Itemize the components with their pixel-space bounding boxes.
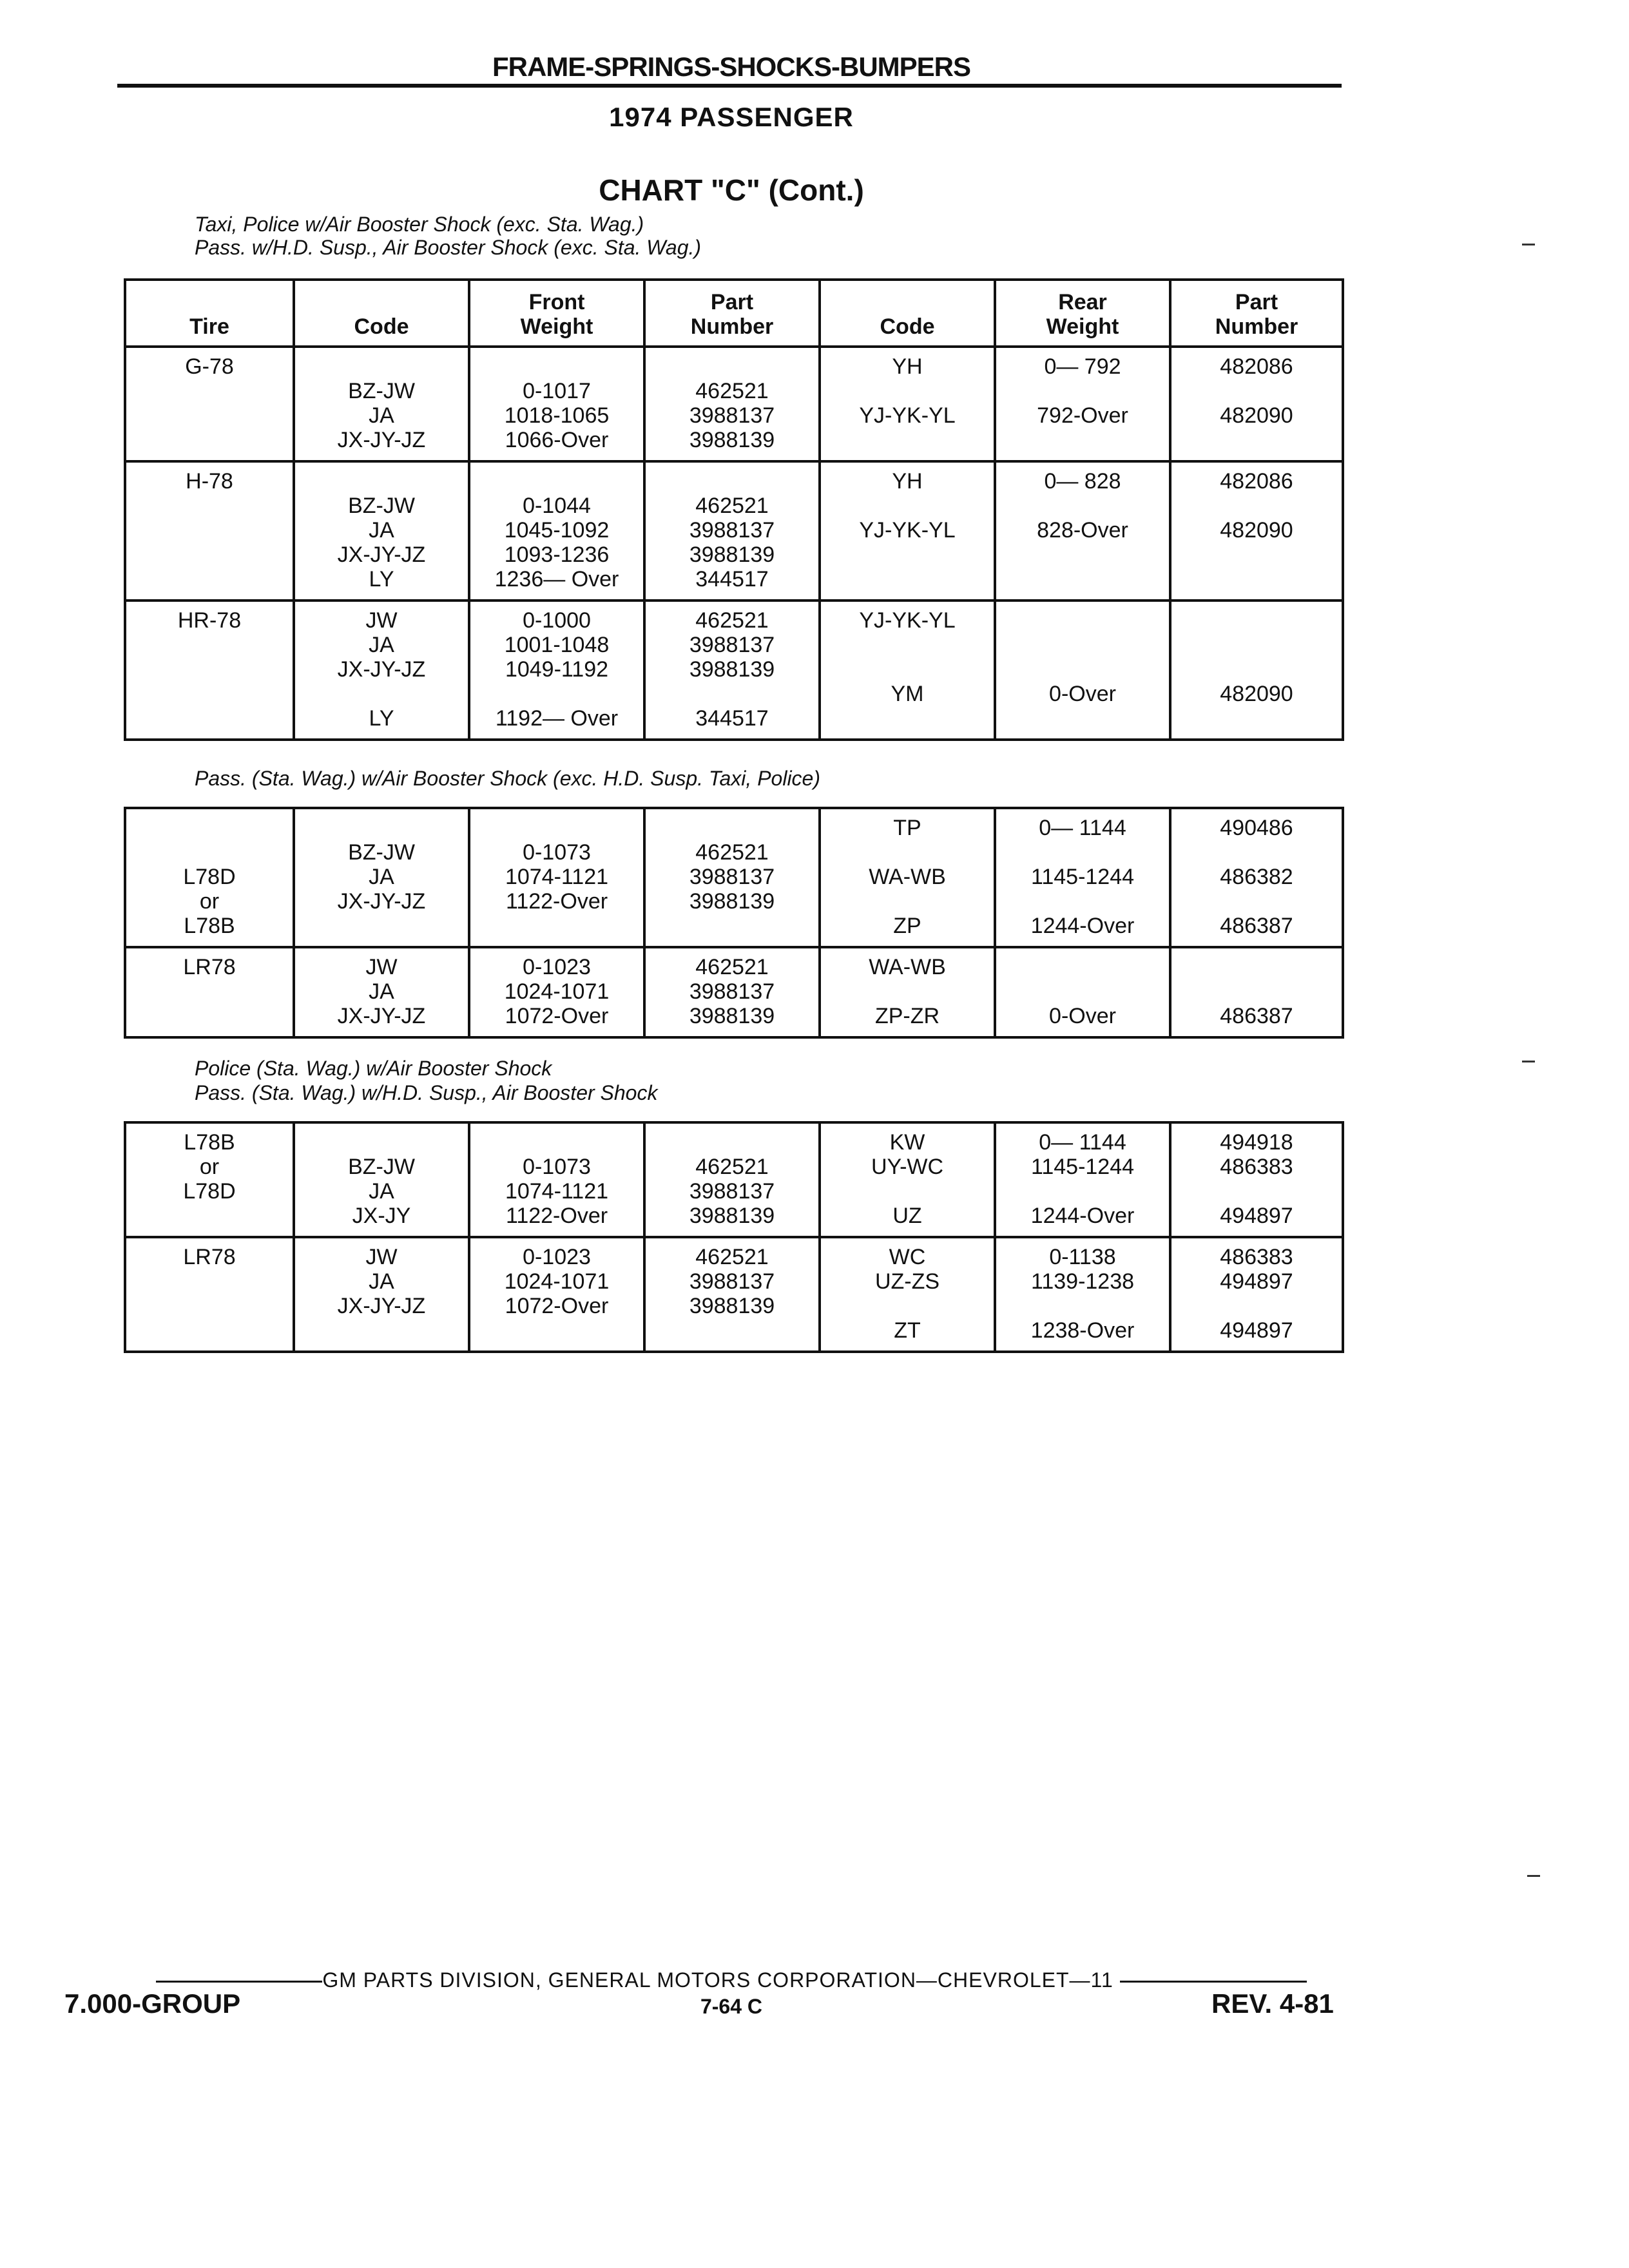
cell-line: 1236— Over <box>494 567 619 591</box>
cell-line: WA-WB <box>869 865 946 889</box>
table-cell <box>995 347 1170 461</box>
col-header-rear-code: Code <box>820 280 995 347</box>
cell-line: 490486 <box>1220 816 1293 840</box>
cell-line: YJ-YK-YL <box>859 518 956 543</box>
table-cell <box>1170 1122 1343 1237</box>
cell-line: 482090 <box>1220 682 1293 706</box>
cell-line: 462521 <box>695 1155 769 1179</box>
col-header-front-code: Code <box>294 280 469 347</box>
cell-line <box>129 403 290 428</box>
cell-line: 828-Over <box>1037 518 1128 543</box>
cell-line <box>824 494 991 518</box>
table-cell <box>1170 1237 1343 1352</box>
cell-line: 3988137 <box>689 1269 775 1294</box>
cell-line: L78D <box>183 1179 236 1204</box>
cell-line: 462521 <box>695 494 769 518</box>
cell-line: 0— 1144 <box>1039 816 1126 840</box>
cell-line <box>999 979 1166 1004</box>
cell-line <box>824 706 991 731</box>
cell-line <box>648 1318 816 1343</box>
cell-line: JX-JY-JZ <box>337 1004 426 1028</box>
table-cell <box>820 1237 995 1352</box>
cell-line: 1045-1092 <box>504 518 610 543</box>
cell-line <box>648 1130 816 1155</box>
cell-line <box>1174 1294 1339 1318</box>
cell-line: 0-1073 <box>523 840 591 865</box>
cell-line: or <box>199 1155 220 1179</box>
cell-line: UZ <box>892 1204 922 1228</box>
cell-line: 486383 <box>1220 1155 1293 1179</box>
cell-line <box>298 816 465 840</box>
section-title: FRAME-SPRINGS-SHOCKS-BUMPERS <box>492 52 971 82</box>
cell-line <box>999 840 1166 865</box>
cell-line: 1122-Over <box>505 889 608 914</box>
table-cell <box>1170 601 1343 740</box>
cell-line: 0-1000 <box>523 608 591 633</box>
cell-line: BZ-JW <box>348 1155 415 1179</box>
table-cell <box>820 347 995 461</box>
cell-line: 3988139 <box>689 1004 775 1028</box>
cell-line: YH <box>892 469 923 494</box>
col-header-rear-part-number: Part Number <box>1170 280 1343 347</box>
cell-line: 1024-1071 <box>504 979 610 1004</box>
header-rule <box>117 84 1342 88</box>
cell-line <box>129 979 290 1004</box>
cell-line: ZT <box>894 1318 921 1343</box>
margin-mark <box>1522 244 1535 245</box>
table-row <box>125 1122 1343 1237</box>
cell-line <box>129 1269 290 1294</box>
cell-line: JX-JY-JZ <box>337 1294 426 1318</box>
cell-line: YM <box>891 682 924 706</box>
cell-line: WA-WB <box>869 955 946 979</box>
cell-line <box>1174 494 1339 518</box>
cell-line: JA <box>369 1269 394 1294</box>
cell-line <box>999 379 1166 403</box>
cell-line: 1066-Over <box>505 428 609 452</box>
cell-line: H-78 <box>186 469 233 494</box>
cell-line <box>298 1318 465 1343</box>
margin-mark <box>1522 1061 1535 1062</box>
cell-line <box>824 543 991 567</box>
table-cell <box>820 461 995 601</box>
cell-line <box>129 494 290 518</box>
cell-line: 344517 <box>695 706 769 731</box>
cell-line <box>824 379 991 403</box>
section3-note-1: Police (Sta. Wag.) w/Air Booster Shock <box>195 1057 552 1080</box>
cell-line <box>1174 840 1339 865</box>
cell-line <box>129 816 290 840</box>
cell-line <box>824 1179 991 1204</box>
cell-line: or <box>199 889 220 914</box>
cell-line <box>129 1294 290 1318</box>
cell-line <box>824 1294 991 1318</box>
cell-line: JX-JY-JZ <box>337 889 426 914</box>
col-header-front-part-number: Part Number <box>644 280 820 347</box>
cell-line: 1072-Over <box>505 1004 609 1028</box>
cell-line: 1244-Over <box>1030 1204 1135 1228</box>
page-subtitle: 1974 PASSENGER <box>609 102 854 132</box>
cell-line <box>1174 1179 1339 1204</box>
table-cell <box>469 601 644 740</box>
table-row <box>125 601 1343 740</box>
cell-line: 1244-Over <box>1030 914 1135 938</box>
cell-line: 3988137 <box>689 865 775 889</box>
table-cell <box>294 461 469 601</box>
cell-line <box>129 543 290 567</box>
cell-line <box>1174 428 1339 452</box>
cell-line: LR78 <box>183 1245 236 1269</box>
cell-line <box>129 633 290 657</box>
cell-line: UZ-ZS <box>874 1269 940 1294</box>
cell-line <box>298 469 465 494</box>
cell-line: 0-1023 <box>523 1245 591 1269</box>
table-cell <box>294 808 469 947</box>
cell-line: JX-JY <box>352 1204 411 1228</box>
cell-line: 3988137 <box>689 518 775 543</box>
cell-line: LY <box>369 706 394 731</box>
col-header-rear-weight: Rear Weight <box>995 280 1170 347</box>
table-cell <box>644 1122 820 1237</box>
cell-line <box>648 469 816 494</box>
cell-line: 1093-1236 <box>504 543 610 567</box>
cell-line: 462521 <box>695 379 769 403</box>
cell-line <box>473 816 641 840</box>
section3-note-2: Pass. (Sta. Wag.) w/H.D. Susp., Air Booster Shock <box>195 1081 658 1104</box>
cell-line: 0— 828 <box>1044 469 1121 494</box>
section1-note-2: Pass. w/H.D. Susp., Air Booster Shock (exc. Sta. Wag.) <box>195 236 702 259</box>
cell-line: 1072-Over <box>505 1294 609 1318</box>
cell-line: 1001-1048 <box>504 633 610 657</box>
table-cell <box>469 947 644 1037</box>
cell-line: 3988139 <box>689 1204 775 1228</box>
table-cell <box>1170 461 1343 601</box>
table-row <box>125 1237 1343 1352</box>
cell-line: 3988139 <box>689 657 775 682</box>
cell-line: 1049-1192 <box>505 657 609 682</box>
cell-line <box>648 914 816 938</box>
footer-publisher: GM PARTS DIVISION, GENERAL MOTORS CORPORATION—CHEVROLET—11 <box>322 1968 1113 1992</box>
cell-line <box>999 428 1166 452</box>
cell-line: 3988139 <box>689 889 775 914</box>
cell-line: BZ-JW <box>348 840 415 865</box>
cell-line: 3988137 <box>689 633 775 657</box>
cell-line: 462521 <box>695 840 769 865</box>
cell-line <box>129 379 290 403</box>
table-cell <box>644 347 820 461</box>
table-cell <box>1170 808 1343 947</box>
cell-line <box>129 657 290 682</box>
cell-line <box>298 914 465 938</box>
cell-line: 1018-1065 <box>504 403 610 428</box>
cell-line: JA <box>369 633 394 657</box>
table-cell <box>644 808 820 947</box>
cell-line <box>1174 955 1339 979</box>
cell-line <box>129 840 290 865</box>
cell-line: 494897 <box>1220 1318 1293 1343</box>
table-cell <box>469 1237 644 1352</box>
cell-line <box>129 1204 290 1228</box>
cell-line: HR-78 <box>177 608 242 633</box>
cell-line: LR78 <box>183 955 236 979</box>
cell-line: 1074-1121 <box>505 865 609 889</box>
cell-line <box>298 682 465 706</box>
cell-line <box>648 354 816 379</box>
cell-line: 1074-1121 <box>505 1179 609 1204</box>
cell-line: YH <box>892 354 923 379</box>
cell-line <box>999 889 1166 914</box>
table-cell <box>995 947 1170 1037</box>
cell-line <box>1174 979 1339 1004</box>
cell-line: JA <box>369 403 394 428</box>
cell-line: 482086 <box>1220 354 1293 379</box>
cell-line: 482086 <box>1220 469 1293 494</box>
cell-line: 0-1044 <box>523 494 591 518</box>
cell-line <box>999 1179 1166 1204</box>
cell-line: ZP <box>893 914 921 938</box>
cell-line: 482090 <box>1220 403 1293 428</box>
cell-line: 486383 <box>1220 1245 1293 1269</box>
cell-line <box>1174 608 1339 633</box>
cell-line <box>824 428 991 452</box>
chart-title: CHART "C" (Cont.) <box>599 173 864 207</box>
cell-line <box>129 682 290 706</box>
cell-line <box>129 1318 290 1343</box>
cell-line: 3988139 <box>689 543 775 567</box>
cell-line: 1145-1244 <box>1030 865 1135 889</box>
cell-line <box>999 608 1166 633</box>
cell-line <box>298 354 465 379</box>
section1-note-1: Taxi, Police w/Air Booster Shock (exc. Sta. Wag.) <box>195 213 644 236</box>
cell-line: 792-Over <box>1037 403 1128 428</box>
cell-line: L78B <box>184 1130 235 1155</box>
cell-line: 0-Over <box>1049 1004 1116 1028</box>
cell-line <box>999 633 1166 657</box>
table-cell <box>644 947 820 1037</box>
table-cell <box>125 1237 294 1352</box>
cell-line <box>473 469 641 494</box>
cell-line <box>129 518 290 543</box>
footer-page-number: 7-64 C <box>700 1995 763 2018</box>
cell-line: 1139-1238 <box>1030 1269 1135 1294</box>
table-row <box>125 808 1343 947</box>
cell-line <box>129 567 290 591</box>
table-cell <box>995 461 1170 601</box>
cell-line <box>129 428 290 452</box>
cell-line: 462521 <box>695 1245 769 1269</box>
cell-line: 3988139 <box>689 428 775 452</box>
cell-line <box>1174 657 1339 682</box>
cell-line <box>999 567 1166 591</box>
cell-line <box>999 494 1166 518</box>
cell-line <box>1174 633 1339 657</box>
cell-line <box>999 657 1166 682</box>
margin-mark <box>1527 1875 1540 1877</box>
cell-line: 1122-Over <box>505 1204 608 1228</box>
table-cell <box>1170 347 1343 461</box>
cell-line: JW <box>365 608 398 633</box>
cell-line: JA <box>369 979 394 1004</box>
cell-line: JX-JY-JZ <box>337 657 426 682</box>
table-cell <box>294 1237 469 1352</box>
cell-line <box>129 1004 290 1028</box>
cell-line <box>648 682 816 706</box>
table-cell <box>294 947 469 1037</box>
table-cell <box>469 1122 644 1237</box>
cell-line: 0— 1144 <box>1039 1130 1126 1155</box>
cell-line: JA <box>369 1179 394 1204</box>
cell-line <box>824 567 991 591</box>
section2-note-1: Pass. (Sta. Wag.) w/Air Booster Shock (exc. H.D. Susp. Taxi, Police) <box>195 767 820 790</box>
cell-line <box>824 979 991 1004</box>
table-cell <box>294 601 469 740</box>
cell-line: 344517 <box>695 567 769 591</box>
table-cell <box>294 347 469 461</box>
cell-line <box>1174 567 1339 591</box>
cell-line: 3988139 <box>689 1294 775 1318</box>
cell-line: KW <box>889 1130 925 1155</box>
cell-line: 0-1023 <box>523 955 591 979</box>
table-cell <box>995 808 1170 947</box>
cell-line: 0-Over <box>1049 682 1116 706</box>
cell-line: JA <box>369 865 394 889</box>
cell-line: 494897 <box>1220 1269 1293 1294</box>
table-row <box>125 461 1343 601</box>
cell-line: 462521 <box>695 608 769 633</box>
cell-line <box>1174 706 1339 731</box>
cell-line: 482090 <box>1220 518 1293 543</box>
cell-line: 1145-1244 <box>1030 1155 1135 1179</box>
col-header-front-weight: Front Weight <box>469 280 644 347</box>
cell-line <box>999 955 1166 979</box>
table-cell <box>125 947 294 1037</box>
table-cell <box>125 1122 294 1237</box>
cell-line: YJ-YK-YL <box>859 608 956 633</box>
cell-line <box>824 657 991 682</box>
cell-line: L78B <box>184 914 235 938</box>
cell-line <box>824 840 991 865</box>
table-cell <box>820 947 995 1037</box>
cell-line: 3988137 <box>689 1179 775 1204</box>
table-cell <box>125 601 294 740</box>
table-cell <box>995 1237 1170 1352</box>
table-cell <box>125 461 294 601</box>
cell-line: 486387 <box>1220 1004 1293 1028</box>
footer-group: 7.000-GROUP <box>64 1988 241 2019</box>
cell-line: 486387 <box>1220 914 1293 938</box>
cell-line: UY-WC <box>871 1155 944 1179</box>
cell-line <box>298 1130 465 1155</box>
cell-line: 486382 <box>1220 865 1293 889</box>
table-cell <box>820 808 995 947</box>
cell-line: BZ-JW <box>348 379 415 403</box>
cell-line: BZ-JW <box>348 494 415 518</box>
cell-line <box>473 354 641 379</box>
parts-table-section2 <box>124 807 1344 1039</box>
cell-line: 1192— Over <box>495 706 619 731</box>
table-cell <box>995 1122 1170 1237</box>
cell-line: JX-JY-JZ <box>337 428 426 452</box>
cell-line: 1238-Over <box>1030 1318 1135 1343</box>
cell-line: JA <box>369 518 394 543</box>
cell-line: 494918 <box>1220 1130 1293 1155</box>
parts-table-section1 <box>124 278 1344 741</box>
cell-line <box>1174 379 1339 403</box>
cell-line: JX-JY-JZ <box>337 543 426 567</box>
cell-line <box>129 706 290 731</box>
table-cell <box>469 347 644 461</box>
cell-line <box>473 914 641 938</box>
parts-table-section3 <box>124 1121 1344 1353</box>
cell-line <box>473 1130 641 1155</box>
cell-line: ZP-ZR <box>874 1004 940 1028</box>
cell-line: 3988137 <box>689 979 775 1004</box>
table-cell <box>644 1237 820 1352</box>
cell-line: LY <box>369 567 394 591</box>
table-cell <box>469 808 644 947</box>
cell-line: JW <box>365 1245 398 1269</box>
cell-line <box>648 816 816 840</box>
cell-line: L78D <box>183 865 236 889</box>
table-cell <box>644 601 820 740</box>
cell-line <box>473 682 641 706</box>
cell-line: 0-1017 <box>523 379 591 403</box>
cell-line: 462521 <box>695 955 769 979</box>
table-cell <box>294 1122 469 1237</box>
cell-line: TP <box>893 816 921 840</box>
table-cell <box>125 347 294 461</box>
table-row <box>125 947 1343 1037</box>
cell-line: 3988137 <box>689 403 775 428</box>
table-cell <box>995 601 1170 740</box>
cell-line <box>999 1294 1166 1318</box>
table-cell <box>644 461 820 601</box>
cell-line <box>473 1318 641 1343</box>
table-row <box>125 347 1343 461</box>
cell-line: 494897 <box>1220 1204 1293 1228</box>
cell-line: 0-1138 <box>1049 1245 1116 1269</box>
table-cell <box>125 808 294 947</box>
table-cell <box>469 461 644 601</box>
footer-revision: REV. 4-81 <box>1211 1988 1334 2019</box>
cell-line: WC <box>889 1245 926 1269</box>
table-cell <box>820 601 995 740</box>
cell-line <box>1174 543 1339 567</box>
cell-line: 1024-1071 <box>504 1269 610 1294</box>
cell-line: JW <box>365 955 398 979</box>
cell-line: 0— 792 <box>1044 354 1121 379</box>
cell-line: G-78 <box>185 354 234 379</box>
cell-line <box>999 543 1166 567</box>
col-header-tire: Tire <box>125 280 294 347</box>
cell-line <box>1174 889 1339 914</box>
cell-line <box>824 633 991 657</box>
cell-line: YJ-YK-YL <box>859 403 956 428</box>
cell-line <box>824 889 991 914</box>
cell-line <box>999 706 1166 731</box>
table-cell <box>820 1122 995 1237</box>
table-cell <box>1170 947 1343 1037</box>
cell-line: 0-1073 <box>523 1155 591 1179</box>
